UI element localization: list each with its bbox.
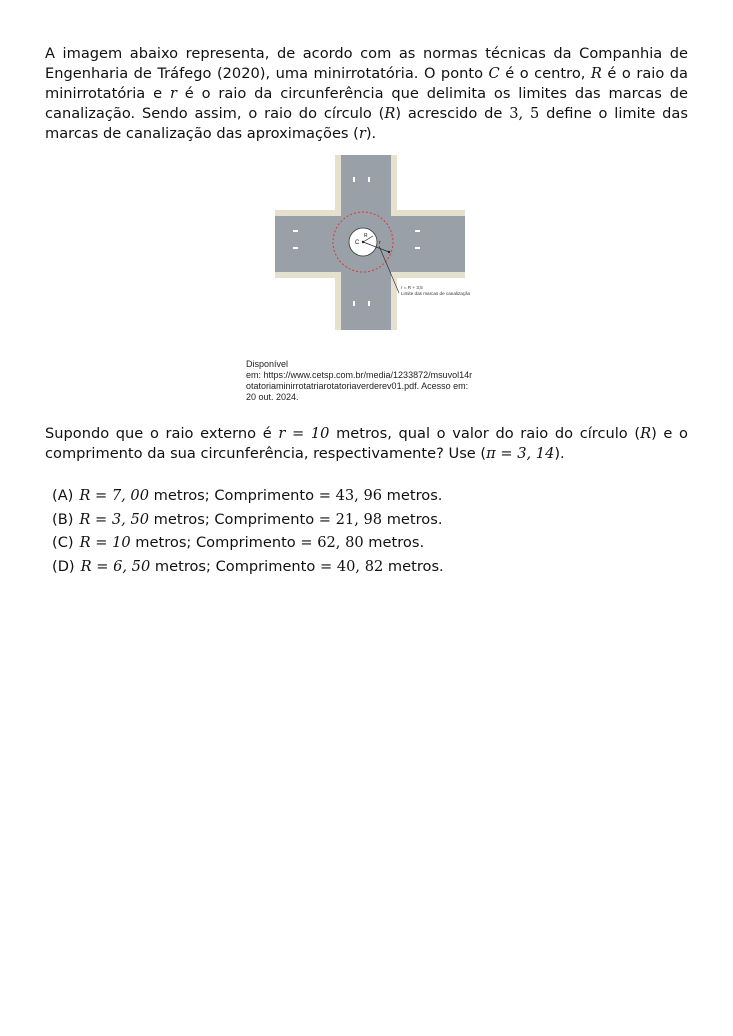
lane-mark	[368, 177, 370, 182]
var-r: r	[358, 125, 366, 142]
lane-mark	[293, 230, 298, 232]
intro-text: é o raio da circunferência que delimita os limites das marcas de canalização. Sendo assim, o raio do círculo (	[45, 85, 688, 122]
option-radius: R = 6, 50	[80, 557, 151, 575]
question-text: Supondo que o raio externo é	[45, 425, 279, 442]
option-letter: (C)	[52, 534, 74, 551]
option-c[interactable]	[52, 531, 444, 555]
intro-text: ) acrescido de	[395, 105, 510, 122]
option-text: metros; Comprimento	[150, 557, 320, 575]
r-label: r	[379, 240, 381, 246]
intro-paragraph	[45, 44, 688, 144]
roundabout-diagram	[275, 155, 500, 330]
roundabout-figure	[275, 155, 500, 330]
intro-text: ).	[365, 125, 377, 142]
option-length: = 40, 82	[319, 557, 384, 575]
var-R: R	[384, 105, 396, 122]
option-radius: R = 3, 50	[79, 510, 150, 528]
source-line: Disponível	[246, 359, 289, 369]
option-b[interactable]	[52, 508, 444, 532]
option-text: metros; Comprimento	[149, 487, 319, 504]
option-text: metros; Comprimento	[149, 510, 319, 528]
option-letter: (A)	[52, 487, 74, 504]
option-radius: R = 10	[79, 534, 131, 551]
question-text: metros, qual o valor do raio do círculo (	[329, 425, 641, 442]
constant-value: 3, 5	[509, 105, 540, 122]
source-citation	[246, 359, 496, 403]
lane-mark	[415, 230, 420, 232]
option-text: metros.	[382, 487, 443, 504]
intro-text: é o raio da minirrotatória e	[45, 65, 688, 102]
option-length: = 21, 98	[318, 510, 383, 528]
formula-label: r = R + 3,5	[401, 285, 423, 290]
question-text: ).	[554, 445, 565, 462]
option-radius: R = 7, 00	[79, 487, 150, 504]
R-label: R	[364, 233, 368, 239]
lane-mark	[353, 301, 355, 306]
intro-text: define o limite das marcas de canalização das aproximações (	[45, 105, 688, 142]
option-letter: (D)	[52, 557, 75, 575]
var-c: C	[488, 65, 500, 82]
question-paragraph	[45, 424, 688, 464]
caption-label: Limite das marcas de canalização	[401, 291, 471, 296]
intro-text: é o centro,	[499, 65, 591, 82]
option-letter: (B)	[52, 510, 74, 528]
lane-mark	[293, 247, 298, 249]
question-text: ) e o comprimento da sua circunferência, respectivamente? Use (	[45, 425, 688, 462]
option-length: = 43, 96	[318, 487, 383, 504]
center-point	[362, 241, 364, 243]
option-text: metros.	[363, 534, 425, 551]
source-line: em: https://www.cetsp.com.br/media/1233872/msuvol14r	[246, 370, 473, 380]
math-pi-value: π = 3, 14	[486, 445, 555, 462]
intro-text: A imagem abaixo representa, de acordo com as normas técnicas da Companhia de Engenharia de Tráfego (2020), uma minirrotatória. O ponto	[45, 45, 688, 82]
lane-mark	[353, 177, 355, 182]
source-line: otatoriaminirrotatriarotatoriaverderev01.pdf. Acesso em:	[246, 381, 469, 391]
option-a[interactable]	[52, 484, 444, 508]
lane-mark	[368, 301, 370, 306]
var-R: R	[640, 425, 652, 442]
option-text: metros.	[382, 510, 443, 528]
option-text: metros.	[383, 557, 444, 575]
center-label: C	[355, 240, 360, 246]
var-R: R	[590, 65, 602, 82]
option-length: = 62, 80	[300, 534, 364, 551]
answer-options	[52, 484, 444, 578]
lane-mark	[415, 247, 420, 249]
math-r-value: r = 10	[278, 425, 330, 442]
var-r: r	[169, 85, 177, 102]
source-line: 20 out. 2024.	[246, 392, 299, 402]
option-d[interactable]	[52, 555, 444, 579]
option-text: metros; Comprimento	[130, 534, 301, 551]
radius-end-point	[388, 251, 390, 253]
